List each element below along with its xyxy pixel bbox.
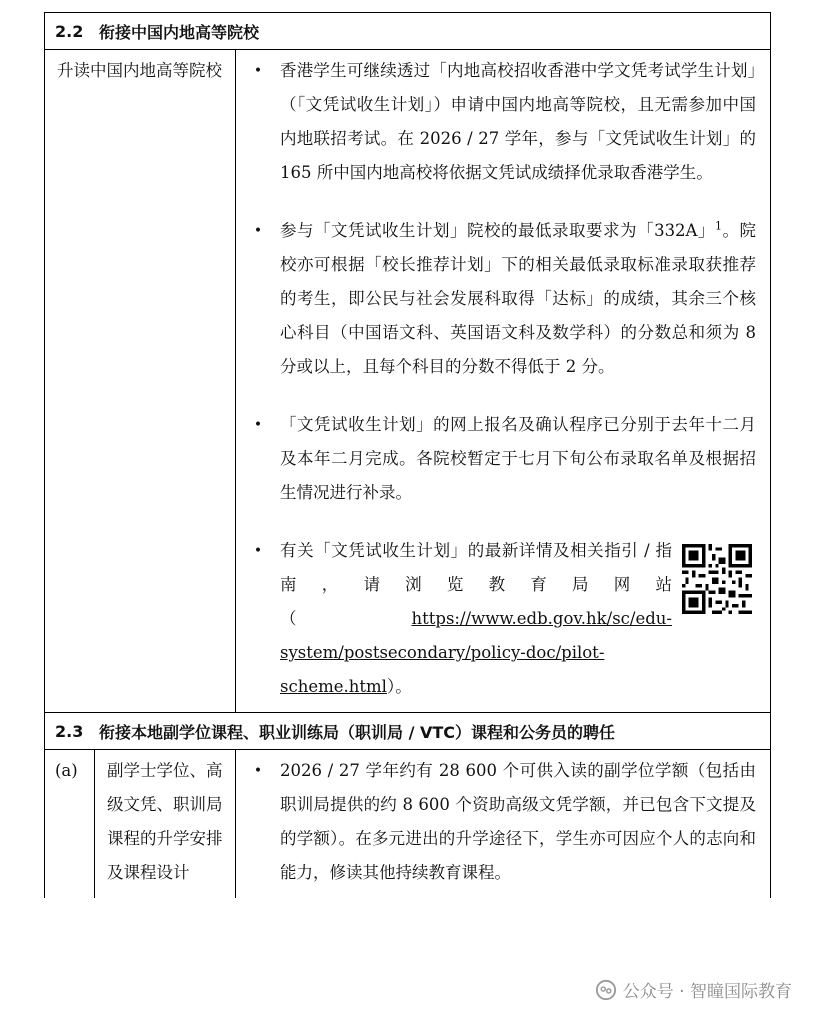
item-title: 副学士学位、高级文凭、职训局课程的升学安排及课程设计 [95, 750, 236, 898]
bullet-marker: • [253, 63, 263, 79]
bullet-text: 「文凭试收生计划」的网上报名及确认程序已分别于去年十二月及本年二月完成。各院校暂定于七月下旬公布录取名单及根据招生情况进行补录。 [280, 415, 756, 502]
watermark-text: 公众号 · 智瞳国际教育 [622, 982, 792, 1002]
wechat-watermark [591, 975, 796, 1004]
section-number: 2.3 [55, 721, 84, 741]
item-label: (a) [45, 750, 95, 898]
section-number: 2.2 [55, 21, 84, 41]
section-2-2-row [45, 50, 770, 713]
section-title: 衔接中国内地高等院校 [99, 22, 260, 42]
row-content [236, 50, 770, 712]
document-table [44, 12, 771, 898]
section-2-2-header [45, 13, 770, 50]
bullet-text-part: ）。 [386, 677, 412, 696]
bullet-text [280, 214, 756, 384]
bullet-text: 2026 / 27 学年约有 28 600 个可供入读的副学位学额（包括由职训局提供的约 8 600 个资助高级文凭学额，并已包含下文提及的学额）。在多元进出的升学途径下，学生亦可因应个人的志向和能力，修读其他持续教育课程。 [280, 761, 756, 882]
bullet-text-part: 。院校亦可根据「校长推荐计划」下的相关最低录取标准录取获推荐的考生，即公民与社会发展科取得「达标」的成绩，其余三个核心科目（中国语文科、英国语文科及数学科）的分数总和须为 8 分或以上，且每个科目的分数不得低于 2 分。 [280, 221, 756, 376]
bullet-item [236, 754, 756, 890]
section-title: 衔接本地副学位课程、职业训练局（职训局 / VTC）课程和公务员的聘任 [99, 722, 616, 742]
bullet-text-with-qr [280, 534, 756, 704]
bullet-item [236, 54, 756, 190]
bullet-text-part: 有关「文凭试收生计划」的最新详情及相关指引 / 指南，请浏览教育局网站（ [280, 541, 672, 628]
section-2-3-header [45, 713, 770, 750]
bullet-marker: • [253, 763, 263, 779]
row-content [236, 750, 770, 898]
bullet-marker: • [253, 417, 263, 433]
bullet-item [236, 408, 756, 510]
qr-code-icon [682, 544, 752, 614]
bullet-text-part: 参与「文凭试收生计划」院校的最低录取要求为「332A」 [280, 221, 715, 240]
edb-website-link[interactable]: https://www.edb.gov.hk/sc/edu-system/postsecondary/policy-doc/pilot-scheme.html [280, 609, 672, 696]
section-2-3-row-a [45, 750, 770, 898]
footnote-mark[interactable]: 1 [714, 219, 722, 233]
bullet-text: 香港学生可继续透过「内地高校招收香港中学文凭考试学生计划」（「文凭试收生计划」）申请中国内地高等院校，且无需参加中国内地联招考试。在 2026 / 27 学年，参与「文凭试收生计划」的 165 所中国内地高校将依据文凭试成绩择优录取香港学生。 [280, 61, 756, 182]
bullet-item [236, 214, 756, 384]
row-label: 升读中国内地高等院校 [45, 50, 236, 712]
bullet-text [280, 534, 672, 704]
bullet-marker: • [253, 223, 263, 239]
bullet-item [236, 534, 756, 704]
bullet-marker: • [253, 543, 263, 559]
wechat-official-account-icon [595, 979, 617, 1001]
